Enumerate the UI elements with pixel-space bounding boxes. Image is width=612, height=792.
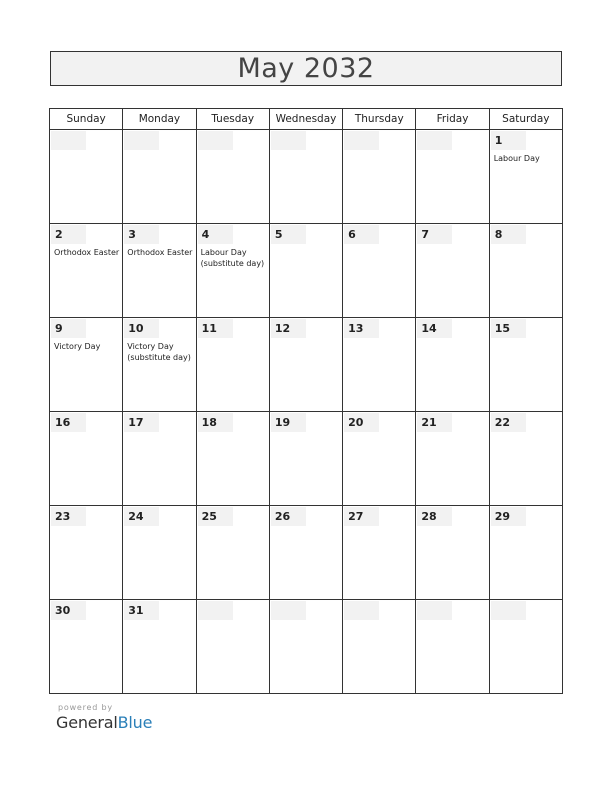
- day-cell[interactable]: [489, 224, 562, 318]
- day-number: 5: [271, 225, 306, 244]
- calendar-grid: [49, 108, 563, 694]
- day-cell[interactable]: [269, 224, 342, 318]
- day-number: 19: [271, 413, 306, 432]
- day-cell[interactable]: [196, 600, 269, 694]
- day-cell[interactable]: [196, 412, 269, 506]
- holiday-label: Victory Day: [54, 342, 101, 351]
- day-cell[interactable]: [123, 224, 196, 318]
- day-cell[interactable]: [123, 318, 196, 412]
- day-cell[interactable]: [343, 224, 416, 318]
- holiday-label: Labour Day: [493, 154, 540, 163]
- day-number: 10: [124, 319, 159, 338]
- day-cell[interactable]: [489, 412, 562, 506]
- calendar-title-box: [50, 51, 562, 86]
- weekday-sunday: Sunday: [50, 109, 123, 130]
- day-cell[interactable]: [123, 130, 196, 224]
- day-cell[interactable]: [416, 130, 489, 224]
- day-cell[interactable]: [343, 130, 416, 224]
- day-number: 1: [491, 131, 526, 150]
- day-number: 13: [344, 319, 379, 338]
- day-number: 3: [124, 225, 159, 244]
- weekday-monday: Monday: [123, 109, 196, 130]
- day-cell[interactable]: [50, 600, 123, 694]
- brand-logo[interactable]: [56, 713, 152, 732]
- weekday-saturday: Saturday: [489, 109, 562, 130]
- day-number: [51, 131, 86, 150]
- day-number: [271, 601, 306, 620]
- day-number: [198, 601, 233, 620]
- day-number: [344, 131, 379, 150]
- holiday-label: Orthodox Easter: [54, 248, 120, 257]
- week-row: [50, 600, 563, 694]
- day-cell[interactable]: [416, 224, 489, 318]
- weekday-tuesday: Tuesday: [196, 109, 269, 130]
- day-number: 2: [51, 225, 86, 244]
- day-number: 31: [124, 601, 159, 620]
- powered-by-text: powered by: [58, 703, 113, 712]
- day-cell[interactable]: [416, 506, 489, 600]
- day-number: 9: [51, 319, 86, 338]
- day-number: 24: [124, 507, 159, 526]
- holiday-label: Orthodox Easter: [127, 248, 193, 257]
- holiday-label: Labour Day (substitute day): [200, 248, 265, 268]
- day-number: 18: [198, 413, 233, 432]
- day-number: [271, 131, 306, 150]
- day-number: 27: [344, 507, 379, 526]
- week-row: [50, 130, 563, 224]
- day-cell[interactable]: [343, 412, 416, 506]
- day-number: [417, 131, 452, 150]
- day-cell[interactable]: [269, 412, 342, 506]
- week-row: [50, 318, 563, 412]
- day-number: 23: [51, 507, 86, 526]
- day-number: 15: [491, 319, 526, 338]
- day-number: [344, 601, 379, 620]
- calendar-body: [50, 130, 563, 694]
- week-row: [50, 506, 563, 600]
- day-number: 14: [417, 319, 452, 338]
- day-cell[interactable]: [269, 600, 342, 694]
- weekday-thursday: Thursday: [343, 109, 416, 130]
- day-cell[interactable]: [416, 318, 489, 412]
- day-number: 17: [124, 413, 159, 432]
- day-cell[interactable]: [123, 412, 196, 506]
- weekday-wednesday: Wednesday: [269, 109, 342, 130]
- day-cell[interactable]: [416, 600, 489, 694]
- day-number: 4: [198, 225, 233, 244]
- day-cell[interactable]: [50, 318, 123, 412]
- week-row: [50, 412, 563, 506]
- day-cell[interactable]: [50, 412, 123, 506]
- day-cell[interactable]: [489, 600, 562, 694]
- day-number: [124, 131, 159, 150]
- day-number: [417, 601, 452, 620]
- day-cell[interactable]: [343, 506, 416, 600]
- day-number: 30: [51, 601, 86, 620]
- day-number: 21: [417, 413, 452, 432]
- day-number: [491, 601, 526, 620]
- day-cell[interactable]: [123, 600, 196, 694]
- day-cell[interactable]: [50, 224, 123, 318]
- day-cell[interactable]: [416, 412, 489, 506]
- day-number: 6: [344, 225, 379, 244]
- day-number: 11: [198, 319, 233, 338]
- day-number: 29: [491, 507, 526, 526]
- day-number: [198, 131, 233, 150]
- day-cell[interactable]: [269, 130, 342, 224]
- day-cell[interactable]: [343, 600, 416, 694]
- week-row: [50, 224, 563, 318]
- day-number: 22: [491, 413, 526, 432]
- day-cell[interactable]: [196, 506, 269, 600]
- day-number: 25: [198, 507, 233, 526]
- brand-general: General: [56, 713, 118, 732]
- day-number: 7: [417, 225, 452, 244]
- day-number: 12: [271, 319, 306, 338]
- weekday-friday: Friday: [416, 109, 489, 130]
- day-cell[interactable]: [196, 224, 269, 318]
- day-number: 20: [344, 413, 379, 432]
- day-cell[interactable]: [196, 318, 269, 412]
- day-number: 16: [51, 413, 86, 432]
- brand-blue: Blue: [117, 713, 153, 732]
- day-cell[interactable]: [489, 130, 562, 224]
- day-cell[interactable]: [489, 506, 562, 600]
- day-number: 28: [417, 507, 452, 526]
- footer: [56, 703, 152, 732]
- day-number: 8: [491, 225, 526, 244]
- holiday-label: Victory Day (substitute day): [127, 342, 191, 362]
- day-cell[interactable]: [343, 318, 416, 412]
- day-cell[interactable]: [489, 318, 562, 412]
- day-cell[interactable]: [123, 506, 196, 600]
- day-cell[interactable]: [269, 318, 342, 412]
- day-cell[interactable]: [196, 130, 269, 224]
- calendar-title: May 2032: [237, 53, 375, 84]
- day-cell[interactable]: [50, 130, 123, 224]
- day-cell[interactable]: [269, 506, 342, 600]
- day-cell[interactable]: [50, 506, 123, 600]
- weekday-header-row: [50, 109, 563, 130]
- day-number: 26: [271, 507, 306, 526]
